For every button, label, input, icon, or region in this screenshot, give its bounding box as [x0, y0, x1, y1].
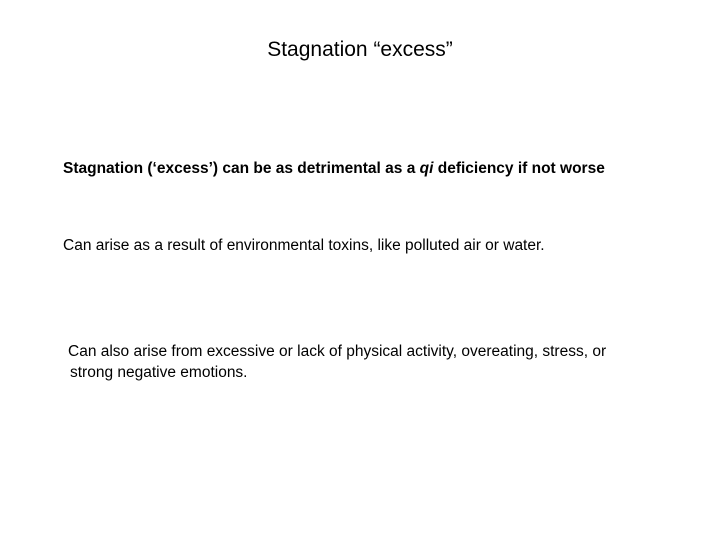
- bold-statement-before: Stagnation (‘excess’) can be as detrimental as a: [63, 160, 420, 177]
- paragraph-lifestyle-line2: strong negative emotions.: [70, 364, 248, 381]
- bold-statement: [63, 158, 605, 179]
- paragraph-lifestyle: [68, 341, 606, 383]
- paragraph-environment: Can arise as a result of environmental toxins, like polluted air or water.: [63, 237, 545, 254]
- paragraph-lifestyle-line1: Can also arise from excessive or lack of physical activity, overeating, stress, or: [68, 343, 607, 360]
- bold-statement-italic: qi: [419, 160, 434, 177]
- slide-title: Stagnation “excess”: [267, 38, 453, 61]
- bold-statement-after: deficiency if not worse: [433, 160, 605, 177]
